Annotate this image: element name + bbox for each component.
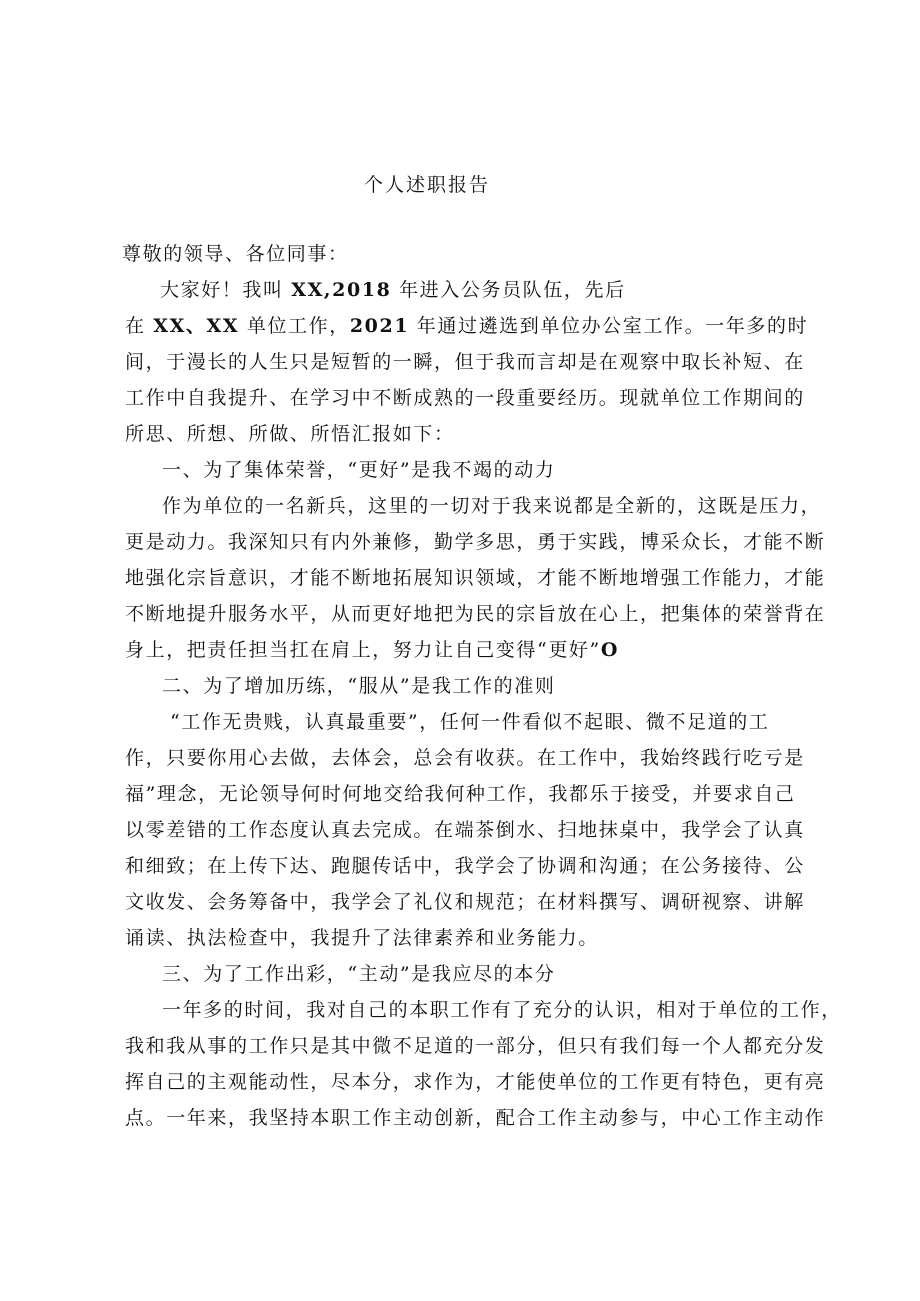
section-2-heading: 二、为了增加历练，“服从”是我工作的准则 [162, 675, 556, 697]
section-3-line-1: 一年多的时间，我对自己的本职工作有了充分的认识，相对于单位的工作， [162, 999, 842, 1021]
section-1-line-3: 地强化宗旨意识，才能不断地拓展知识领域，才能不断地增强工作能力，才能 [125, 567, 826, 589]
intro-units: XX、XX [153, 315, 240, 337]
section-1-line-1: 作为单位的一名新兵，这里的一切对于我来说都是全新的，这既是压力， [162, 495, 822, 517]
section-1-end-mark: O [600, 639, 619, 661]
intro-text: 单位工作， [239, 315, 350, 337]
section-3-line-4: 点。一年来，我坚持本职工作主动创新，配合工作主动参与，中心工作主动作 [125, 1107, 826, 1129]
section-2-line-5: 和细致；在上传下达、跑腿传话中，我学会了协调和沟通；在公务接待、公 [125, 855, 805, 877]
intro-text: 在 [125, 315, 154, 337]
section-2-line-6: 文收发、会务筹备中，我学会了礼仪和规范；在材料撰写、调研视察、讲解 [125, 891, 805, 913]
intro-line-1 [160, 277, 626, 303]
intro-line-5: 所思、所想、所做、所悟汇报如下： [125, 423, 455, 445]
intro-text: 年进入公务员队伍，先后 [391, 279, 626, 301]
section-2-line-7: 诵读、执法检查中，我提升了法律素养和业务能力。 [125, 927, 599, 949]
section-3-line-2: 我和我从事的工作只是其中微不足道的一部分，但只有我们每一个人都充分发 [125, 1035, 826, 1057]
salutation: 尊敬的领导、各位同事： [122, 243, 349, 265]
document-title: 个人述职报告 [364, 174, 491, 196]
intro-line-3: 间，于漫长的人生只是短暂的一瞬，但于我而言却是在观察中取长补短、在 [125, 351, 805, 373]
section-1-line-5 [125, 637, 619, 663]
intro-year: 2021 [349, 315, 410, 337]
section-1-text: 身上，把责任担当扛在肩上，努力让自己变得“更好” [125, 639, 601, 661]
section-2-line-4: 以零差错的工作态度认真去完成。在端茶倒水、扫地抹桌中，我学会了认真 [125, 819, 805, 841]
section-3-heading: 三、为了工作出彩，“主动”是我应尽的本分 [162, 963, 556, 985]
section-2-line-2: 作，只要你用心去做，去体会，总会有收获。在工作中，我始终践行吃亏是 [125, 747, 805, 769]
section-3-line-3: 挥自己的主观能动性，尽本分，求作为，才能使单位的工作更有特色，更有亮 [125, 1071, 826, 1093]
intro-line-2 [125, 313, 808, 339]
section-1-heading: 一、为了集体荣誉，“更好”是我不竭的动力 [162, 459, 556, 481]
intro-name: XX,2018 [291, 279, 392, 301]
section-2-line-3: 福”理念，无论领导何时何地交给我何种工作，我都乐于接受，并要求自己 [125, 783, 796, 805]
section-1-line-4: 不断地提升服务水平，从而更好地把为民的宗旨放在心上，把集体的荣誉背在 [125, 603, 826, 625]
intro-text: 大家好！我叫 [160, 279, 292, 301]
intro-text: 年通过遴选到单位办公室工作。一年多的时 [409, 315, 809, 337]
intro-line-4: 工作中自我提升、在学习中不断成熟的一段重要经历。现就单位工作期间的 [125, 387, 805, 409]
section-1-line-2: 更是动力。我深知只有内外兼修，勤学多思，勇于实践，博采众长，才能不断 [125, 531, 826, 553]
section-2-line-1: “工作无贵贱，认真最重要”，任何一件看似不起眼、微不足道的工 [170, 711, 770, 733]
